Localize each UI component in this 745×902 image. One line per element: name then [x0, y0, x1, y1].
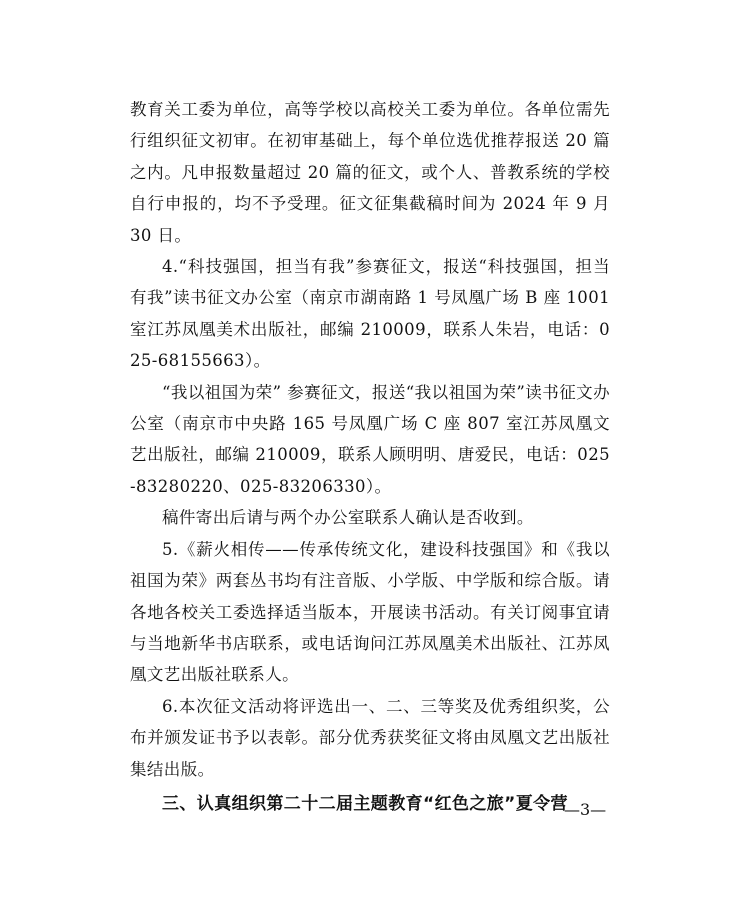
paragraph-item-4b: “我以祖国为荣” 参赛征文，报送“我以祖国为荣”读书征文办公室（南京市中央路 165 号凤凰广场 C 座 807 室江苏凤凰文艺出版社，邮编 210009，联系人顾明明、唐爱民，电话：025-83280220、025-83206330）。 — [130, 382, 610, 496]
paragraph-continuation: 教育关工委为单位，高等学校以高校关工委为单位。各单位需先行组织征文初审。在初审基础上，每个单位选优推荐报送 20 篇之内。凡申报数量超过 20 篇的征文，或个人、普教系统的学校自行申报的，均不予受理。征文征集截稿时间为 2024 年 9 月 30 日。 — [130, 100, 610, 245]
paragraph-item-4c: 稿件寄出后请与两个办公室联系人确认是否收到。 — [162, 508, 534, 528]
paragraph-item-4: 4.“科技强国，担当有我”参赛征文，报送“科技强国，担当有我”读书征文办公室（南京市湖南路 1 号凤凰广场 B 座 1001 室江苏凤凰美术出版社，邮编 210009，联系人朱岩，电话：025-68155663）。 — [130, 257, 610, 371]
paragraph-item-5: 5.《薪火相传——传承传统文化，建设科技强国》和《我以祖国为荣》两套丛书均有注音版、小学版、中学版和综合版。请各地各校关工委选择适当版本，开展读书活动。有关订阅事宜请与当地新华书店联系，或电话询问江苏凤凰美术出版社、江苏凤凰文艺出版社联系人。 — [130, 539, 610, 685]
page-number: —3— — [564, 800, 607, 819]
body-text — [130, 94, 610, 820]
section-heading: 三、认真组织第二十二届主题教育“红色之旅”夏令营 — [162, 793, 568, 814]
paragraph-item-6: 6.本次征文活动将评选出一、二、三等奖及优秀组织奖，公布并颁发证书予以表彰。部分优秀获奖征文将由凤凰文艺出版社集结出版。 — [130, 696, 610, 779]
